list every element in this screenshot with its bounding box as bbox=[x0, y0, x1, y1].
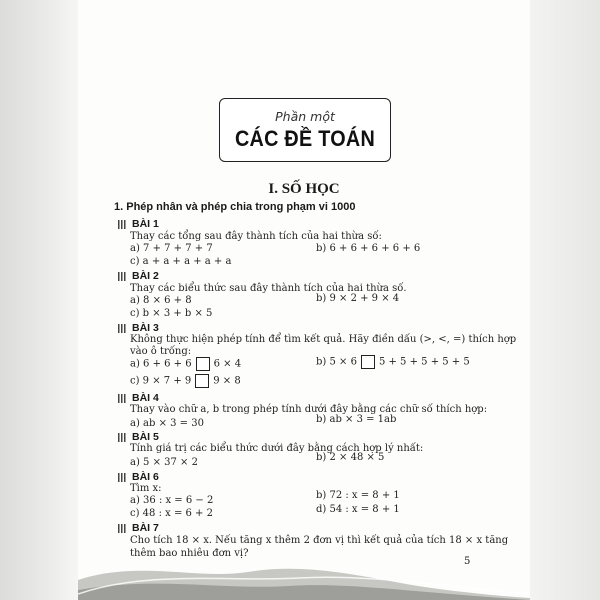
exercise-5-heading bbox=[118, 431, 159, 443]
exercise-7-instruction: Cho tích 18 × x. Nếu tăng x thêm 2 đơn vị thì kết quả của tích 18 × x tăng bbox=[130, 535, 509, 546]
exercise-6-instruction: Tìm x: bbox=[130, 483, 162, 494]
exercise-4-item-b: b) ab × 3 = 1ab bbox=[316, 414, 397, 425]
exercise-label: BÀI 5 bbox=[132, 431, 159, 443]
exercise-1-item-b: b) 6 + 6 + 6 + 6 + 6 bbox=[316, 243, 421, 254]
exercise-2-item-c: c) b × 3 + b × 5 bbox=[130, 308, 213, 319]
exercise-marker-icon bbox=[118, 272, 126, 281]
exercise-6-item-a: a) 36 : x = 6 − 2 bbox=[130, 495, 214, 506]
exercise-7-instruction-cont: thêm bao nhiêu đơn vị? bbox=[130, 548, 249, 559]
section-heading: I. SỐ HỌC bbox=[268, 181, 340, 197]
exercise-4-item-a: a) ab × 3 = 30 bbox=[130, 418, 204, 429]
exercise-marker-icon bbox=[118, 433, 126, 442]
exercise-5-item-b: b) 2 × 48 × 5 bbox=[316, 452, 385, 463]
page-edge bbox=[530, 0, 600, 600]
exercise-5-item-a: a) 5 × 37 × 2 bbox=[130, 457, 198, 468]
item-left: a) 6 + 6 + 6 bbox=[130, 358, 192, 370]
binding-gutter bbox=[0, 0, 78, 600]
exercise-marker-icon bbox=[118, 473, 126, 482]
exercise-6-heading bbox=[118, 471, 159, 483]
exercise-marker-icon bbox=[118, 324, 126, 333]
part-title-box bbox=[219, 98, 391, 162]
exercise-6-item-d: d) 54 : x = 8 + 1 bbox=[316, 504, 400, 515]
part-title: CÁC ĐỀ TOÁN bbox=[234, 126, 376, 151]
answer-box[interactable] bbox=[195, 374, 209, 388]
exercise-4-heading bbox=[118, 392, 159, 404]
exercise-3-item-a bbox=[130, 357, 241, 371]
exercise-2-heading bbox=[118, 270, 159, 282]
exercise-6-item-c: c) 48 : x = 6 + 2 bbox=[130, 508, 213, 519]
exercise-2-item-b: b) 9 × 2 + 9 × 4 bbox=[316, 293, 400, 304]
exercise-label: BÀI 6 bbox=[132, 471, 159, 483]
exercise-3-instruction: Không thực hiện phép tính để tìm kết quả. Hãy điền dấu (>, <, =) thích hợp bbox=[130, 334, 517, 345]
exercise-3-item-c bbox=[130, 374, 241, 388]
exercise-marker-icon bbox=[118, 220, 126, 229]
item-left: b) 5 × 6 bbox=[316, 356, 357, 368]
exercise-1-instruction: Thay các tổng sau đây thành tích của hai thừa số: bbox=[130, 231, 382, 242]
answer-box[interactable] bbox=[361, 355, 375, 369]
exercise-6-item-b: b) 72 : x = 8 + 1 bbox=[316, 490, 400, 501]
exercise-1-item-a: a) 7 + 7 + 7 + 7 bbox=[130, 243, 213, 254]
exercise-marker-icon bbox=[118, 394, 126, 403]
exercise-4-instruction: Thay vào chữ a, b trong phép tính dưới đây bằng các chữ số thích hợp: bbox=[130, 404, 488, 415]
exercise-3-instruction-cont: vào ô trống: bbox=[130, 346, 192, 357]
page-number: 5 bbox=[464, 556, 471, 567]
exercise-label: BÀI 2 bbox=[132, 270, 159, 282]
item-right: 9 × 8 bbox=[213, 375, 241, 387]
exercise-2-item-a: a) 8 × 6 + 8 bbox=[130, 295, 192, 306]
exercise-2-instruction: Thay các biểu thức sau đây thành tích của hai thừa số. bbox=[130, 283, 407, 294]
book-page bbox=[78, 0, 530, 600]
item-right: 5 + 5 + 5 + 5 + 5 bbox=[378, 356, 470, 368]
exercise-label: BÀI 1 bbox=[132, 218, 159, 230]
part-subtitle: Phần một bbox=[275, 109, 335, 124]
exercise-label: BÀI 4 bbox=[132, 392, 159, 404]
decorative-wave bbox=[78, 520, 530, 600]
topic-heading: 1. Phép nhân và phép chia trong phạm vi 1000 bbox=[114, 201, 356, 213]
exercise-1-heading bbox=[118, 218, 159, 230]
exercise-label: BÀI 7 bbox=[132, 522, 159, 534]
item-left: c) 9 × 7 + 9 bbox=[130, 375, 192, 387]
exercise-1-item-c: c) a + a + a + a + a bbox=[130, 256, 232, 267]
item-right: 6 × 4 bbox=[213, 358, 242, 370]
answer-box[interactable] bbox=[196, 357, 210, 371]
exercise-5-instruction: Tính giá trị các biểu thức dưới đây bằng cách hợp lý nhất: bbox=[130, 443, 424, 454]
exercise-3-item-b bbox=[316, 355, 470, 369]
exercise-label: BÀI 3 bbox=[132, 322, 159, 334]
exercise-3-heading bbox=[118, 322, 159, 334]
